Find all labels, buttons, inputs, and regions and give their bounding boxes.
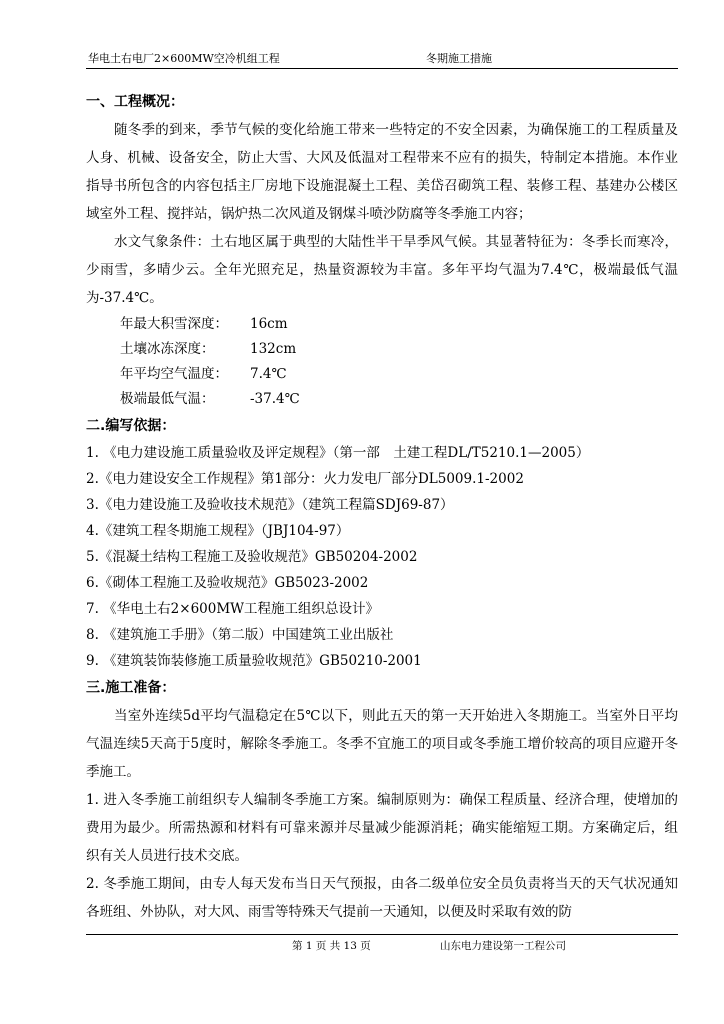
page-header xyxy=(86,50,678,69)
list-item: 3.《电力建设施工及验收技术规范》（建筑工程篇SDJ69-87） xyxy=(86,497,454,513)
reference-list xyxy=(86,440,678,674)
preparation-paragraph: 当室外连续5d平均气温稳定在5℃以下，则此五天的第一天开始进入冬期施工。当室外日平均气温连续5天高于5度时，解除冬季施工。冬季不宜施工的项目或冬季施工增价较高的项目应避开冬季施工。 xyxy=(86,708,678,780)
list-item: 2.《电力建设安全工作规程》第1部分：火力发电厂部分DL5009.1-2002 xyxy=(86,471,524,487)
section-heading-preparation: 三.施工准备： xyxy=(86,680,176,696)
header-project-title: 华电土右电厂2×600MW空冷机组工程 xyxy=(88,52,280,65)
list-item: 4.《建筑工程冬期施工规程》（JBJ104-97） xyxy=(86,523,350,539)
climate-label: 极端最低气温： xyxy=(120,391,215,407)
preparation-item-2: 2. 冬季施工期间，由专人每天发布当日天气预报，由各二级单位安全员负责将当天的天气状况通知各班组、外协队，对大风、雨雪等特殊天气提前一天通知，以便及时采取有效的防 xyxy=(86,876,678,920)
climate-label: 年最大积雪深度： xyxy=(120,316,228,332)
climate-value: 16cm xyxy=(250,316,288,332)
list-item: 7. 《华电土右2×600MW工程施工组织总设计》 xyxy=(86,601,380,617)
list-item: 5.《混凝土结构工程施工及验收规范》GB50204-2002 xyxy=(86,549,418,565)
section-heading-overview: 一、工程概况： xyxy=(86,94,184,110)
preparation-item-1: 1. 进入冬季施工前组织专人编制冬季施工方案。编制原则为：确保工程质量、经济合理，使增加的费用为最少。所需热源和材料有可靠来源并尽量减少能源消耗；确实能缩短工期。方案确定后，组织有关人员进行技术交底。 xyxy=(86,792,678,864)
climate-row xyxy=(86,312,678,337)
climate-row xyxy=(86,387,678,412)
climate-label: 年平均空气温度： xyxy=(120,366,228,382)
document-body xyxy=(86,88,678,926)
climate-value: -37.4℃ xyxy=(250,391,300,407)
section-heading-references: 二.编写依据： xyxy=(86,418,176,434)
climate-label: 土壤冰冻深度： xyxy=(120,341,215,357)
climate-row xyxy=(86,362,678,387)
page-number: 第 1 页 共 13 页 xyxy=(292,940,371,952)
header-document-title: 冬期施工措施 xyxy=(426,52,492,65)
list-item: 6.《砌体工程施工及验收规范》GB5023-2002 xyxy=(86,575,369,591)
climate-table xyxy=(86,312,678,412)
company-name: 山东电力建设第一工程公司 xyxy=(440,940,566,952)
climate-value: 132cm xyxy=(250,341,297,357)
list-item: 9. 《建筑装饰装修施工质量验收规范》GB50210-2001 xyxy=(86,653,422,669)
page-footer xyxy=(86,934,678,951)
list-item: 8. 《建筑施工手册》（第二版）中国建筑工业出版社 xyxy=(86,627,394,643)
overview-paragraph: 随冬季的到来，季节气候的变化给施工带来一些特定的不安全因素，为确保施工的工程质量及人身、机械、设备安全，防止大雪、大风及低温对工程带来不应有的损失，特制定本措施。本作业指导书所包含的内容包括主厂房地下设施混凝土工程、美岱召砌筑工程、装修工程、基建办公楼区域室外工程、搅拌站，锅炉热二次风道及钢煤斗喷沙防腐等冬季施工内容； xyxy=(86,122,678,222)
climate-row xyxy=(86,337,678,362)
climate-value: 7.4℃ xyxy=(250,366,287,382)
climate-paragraph: 水文气象条件：土右地区属于典型的大陆性半干旱季风气候。其显著特征为：冬季长而寒冷，少雨雪，多晴少云。全年光照充足，热量资源较为丰富。多年平均气温为7.4℃，极端最低气温为-37.4℃。 xyxy=(86,234,678,306)
list-item: 1. 《电力建设施工质量验收及评定规程》（第一部 土建工程DL/T5210.1—2005） xyxy=(86,445,590,461)
